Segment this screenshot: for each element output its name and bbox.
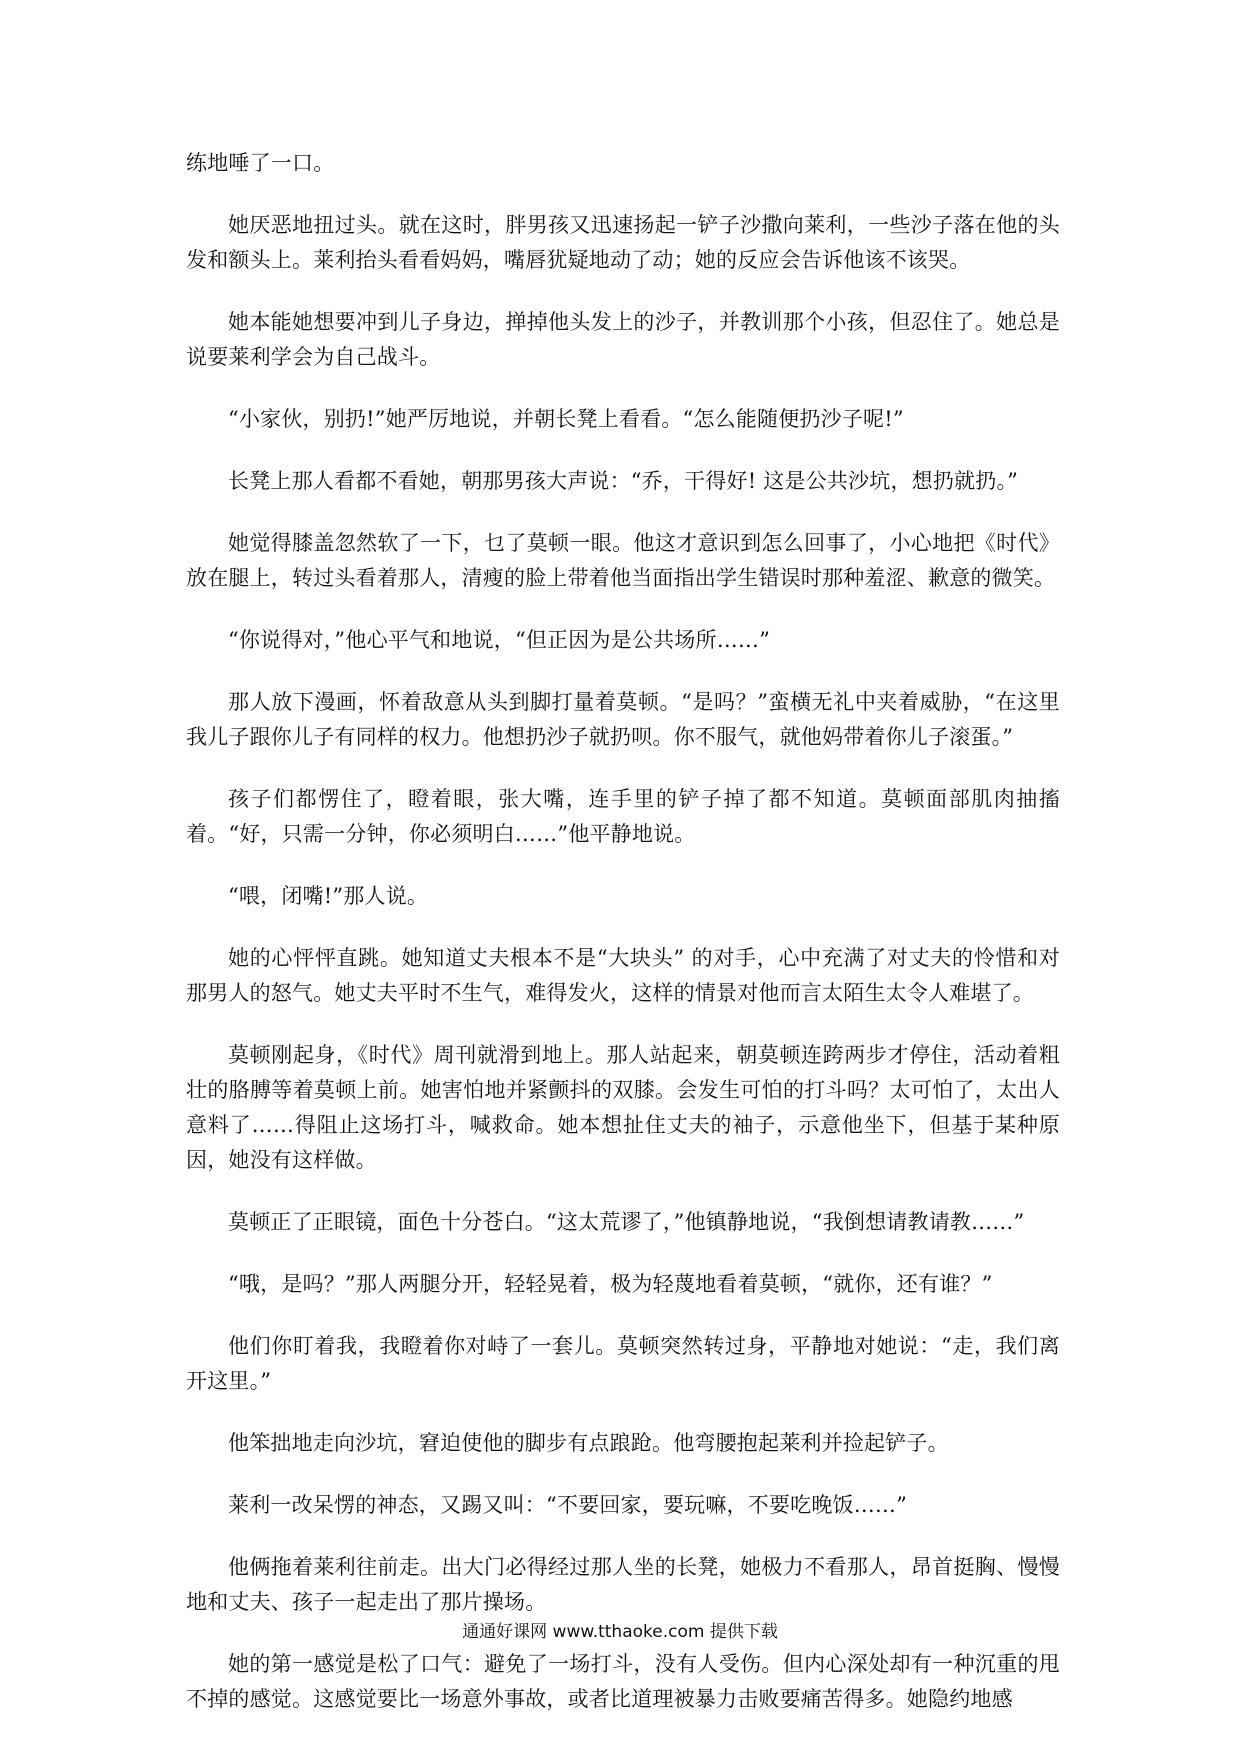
paragraph-continuation: 练地唾了一口。 — [186, 151, 335, 175]
paragraph: 她本能她想要冲到儿子身边，掸掉他头发上的沙子，并教训那个小孩，但忍住了。她总是说要莱利学会为自己战斗。 — [186, 310, 1060, 369]
paragraph: “哦，是吗？”那人两腿分开，轻轻晃着，极为轻蔑地看着莫顿，“就你，还有谁？” — [228, 1272, 993, 1296]
paragraph: 莱利一改呆愣的神态，又踢又叫：“不要回家，要玩嘛，不要吃晚饭……” — [228, 1493, 908, 1517]
paragraph: “喂，闭嘴!”那人说。 — [228, 884, 429, 908]
page-footer: 通通好课网 www.tthaoke.com 提供下载 — [462, 1622, 778, 1642]
paragraph: 她的心怦怦直跳。她知道丈夫根本不是“大块头” 的对手，心中充满了对丈夫的怜惜和对那男人的怒气。她丈夫平时不生气，难得发火，这样的情景对他而言太陌生太令人难堪了。 — [186, 946, 1060, 1005]
paragraph: 莫顿刚起身，《时代》周刊就滑到地上。那人站起来，朝莫顿连跨两步才停住，活动着粗壮的胳膊等着莫顿上前。她害怕地并紧颤抖的双膝。会发生可怕的打斗吗？太可怕了，太出人意料了……得阻止这场打斗，喊救命。她本想扯住丈夫的袖子，示意他坐下，但基于某种原因，她没有这样做。 — [186, 1043, 1060, 1172]
paragraph: 她的第一感觉是松了口气：避免了一场打斗，没有人受伤。但内心深处却有一种沉重的甩不掉的感觉。这感觉要比一场意外事故，或者比道理被暴力击败要痛苦得多。她隐约地感 — [186, 1652, 1060, 1711]
paragraph: 那人放下漫画，怀着敌意从头到脚打量着莫顿。“是吗？”蛮横无礼中夹着威胁，“在这里我儿子跟你儿子有同样的权力。他想扔沙子就扔呗。你不服气，就他妈带着你儿子滚蛋。” — [186, 690, 1060, 749]
body-text — [186, 146, 1060, 1744]
paragraph: 她觉得膝盖忽然软了一下，乜了莫顿一眼。他这才意识到怎么回事了，小心地把《时代》放在腿上，转过头看着那人，清瘦的脸上带着他当面指出学生错误时那种羞涩、歉意的微笑。 — [186, 531, 1060, 590]
paragraph: 他笨拙地走向沙坑，窘迫使他的脚步有点踉跄。他弯腰抱起莱利并捡起铲子。 — [228, 1431, 949, 1455]
paragraph: “小家伙，别扔!”她严厉地说，并朝长凳上看看。“怎么能随便扔沙子呢!” — [228, 407, 904, 431]
paragraph: 他们你盯着我，我瞪着你对峙了一套儿。莫顿突然转过身，平静地对她说：“走，我们离开这里。” — [186, 1334, 1060, 1393]
paragraph: 孩子们都愣住了，瞪着眼，张大嘴，连手里的铲子掉了都不知道。莫顿面部肌肉抽搐着。“好，只需一分钟，你必须明白……”他平静地说。 — [186, 787, 1060, 846]
paragraph: 长凳上那人看都不看她，朝那男孩大声说：“乔，干得好! 这是公共沙坑，想扔就扔。” — [228, 469, 1019, 493]
paragraph: 她厌恶地扭过头。就在这时，胖男孩又迅速扬起一铲子沙撒向莱利，一些沙子落在他的头发和额头上。莱利抬头看看妈妈，嘴唇犹疑地动了动；她的反应会告诉他该不该哭。 — [186, 213, 1060, 272]
paragraph: 莫顿正了正眼镜，面色十分苍白。“这太荒谬了，”他镇静地说，“我倒想请教请教……” — [228, 1210, 1025, 1234]
paragraph: “你说得对，”他心平气和地说，“但正因为是公共场所……” — [228, 628, 771, 652]
paragraph: 他俩拖着莱利往前走。出大门必得经过那人坐的长凳，她极力不看那人，昂首挺胸、慢慢地和丈夫、孩子一起走出了那片操场。 — [186, 1555, 1060, 1614]
